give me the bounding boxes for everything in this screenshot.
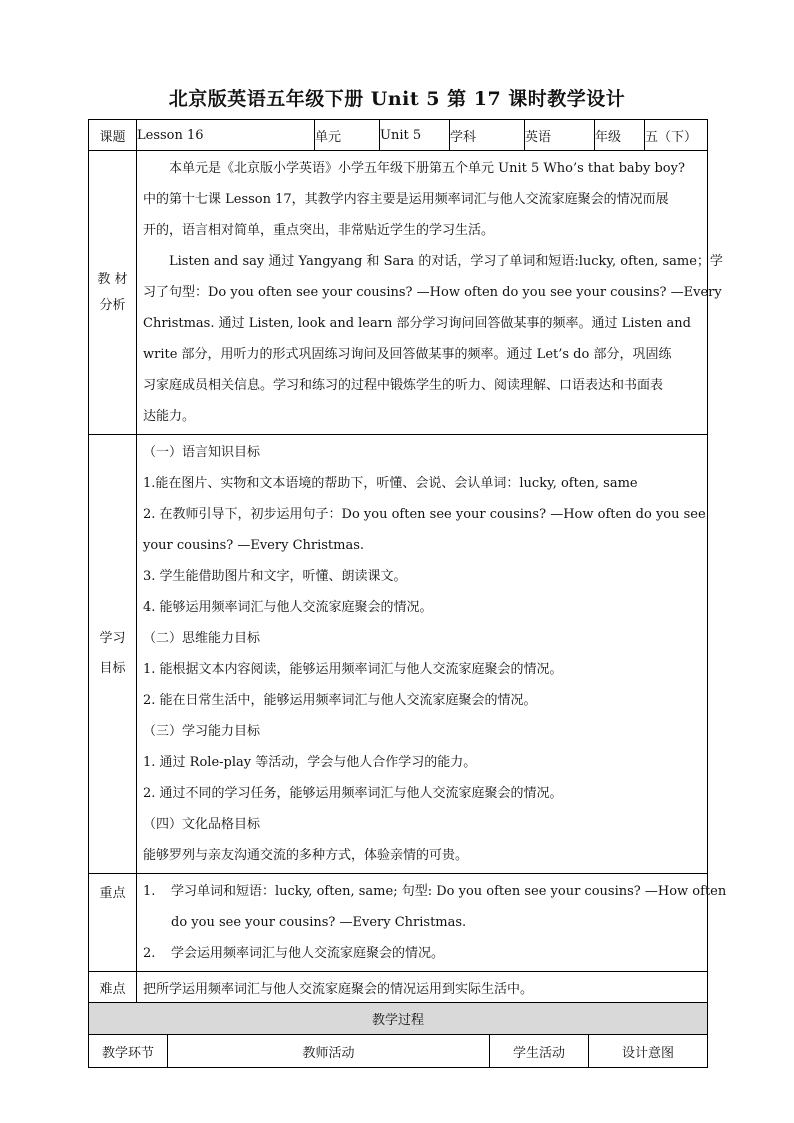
key-point-number: 1. <box>143 884 156 899</box>
process-columns-row <box>89 1035 708 1068</box>
objective-heading: （二）思维能力目标 <box>143 631 261 646</box>
difficulties-row <box>89 972 708 1003</box>
col-stage: 教学环节 <box>89 1035 168 1068</box>
process-heading: 教学过程 <box>89 1003 708 1035</box>
analysis-row <box>89 151 708 435</box>
objective-item: 4. 能够运用频率词汇与他人交流家庭聚会的情况。 <box>143 600 433 615</box>
unit-value: Unit 5 <box>380 120 450 151</box>
key-point-number: 2. <box>143 946 156 961</box>
analysis-line: 达能力。 <box>143 409 196 424</box>
subject-label: 学科 <box>450 120 525 151</box>
analysis-line: Listen and say 通过 Yangyang 和 Sara 的对话，学习了单词和短语:lucky, often, same；学 <box>169 254 723 269</box>
objective-item: 2. 能在日常生活中，能够运用频率词汇与他人交流家庭聚会的情况。 <box>143 693 537 708</box>
analysis-line: 习家庭成员相关信息。学习和练习的过程中锻炼学生的听力、阅读理解、口语表达和书面表 <box>143 378 664 393</box>
analysis-line: 中的第十七课 Lesson 17，其教学内容主要是运用频率词汇与他人交流家庭聚会的情况而展 <box>143 192 669 207</box>
grade-value: 五（下） <box>645 120 708 151</box>
header-row <box>89 120 708 151</box>
lesson-label: 课题 <box>89 120 137 151</box>
objectives-label <box>89 435 137 874</box>
key-point-continuation: do you see your cousins? —Every Christmas. <box>171 915 467 930</box>
process-heading-row <box>89 1003 708 1035</box>
col-teacher: 教师活动 <box>168 1035 490 1068</box>
grade-label: 年级 <box>595 120 645 151</box>
objective-heading: （三）学习能力目标 <box>143 724 261 739</box>
lesson-value: Lesson 16 <box>137 120 315 151</box>
key-points-label: 重点 <box>89 874 137 972</box>
key-point-text: 学会运用频率词汇与他人交流家庭聚会的情况。 <box>171 946 445 961</box>
objective-heading: （一）语言知识目标 <box>143 445 261 460</box>
difficulties-text: 把所学运用频率词汇与他人交流家庭聚会的情况运用到实际生活中。 <box>137 972 708 1003</box>
analysis-line: 开的，语言相对简单，重点突出，非常贴近学生的学习生活。 <box>143 223 495 238</box>
objective-item: your cousins? —Every Christmas. <box>143 538 365 553</box>
objective-item: 3. 学生能借助图片和文字，听懂、朗读课文。 <box>143 569 407 584</box>
objectives-label-line2: 目标 <box>99 661 126 676</box>
process-columns-table <box>88 1034 708 1068</box>
objectives-row <box>89 435 708 874</box>
page-title: 北京版英语五年级下册 Unit 5 第 17 课时教学设计 <box>168 88 626 110</box>
objectives-label-line1: 学习 <box>99 631 126 646</box>
analysis-line: write 部分，用听力的形式巩固练习询问及回答做某事的频率。通过 Let’s do 部分，巩固练 <box>143 347 672 362</box>
col-student: 学生活动 <box>490 1035 589 1068</box>
key-point-item <box>143 876 727 907</box>
analysis-label-line1: 教 材 <box>97 271 128 287</box>
objective-item: 1. 能根据文本内容阅读，能够运用频率词汇与他人交流家庭聚会的情况。 <box>143 662 563 677</box>
key-point-item <box>143 938 701 969</box>
objective-item: 2. 通过不同的学习任务，能够运用频率词汇与他人交流家庭聚会的情况。 <box>143 786 563 801</box>
analysis-line: Christmas. 通过 Listen, look and learn 部分学习询问回答做某事的频率。通过 Listen and <box>143 316 691 331</box>
lesson-plan-table <box>88 119 727 1035</box>
key-points-content <box>137 874 727 972</box>
difficulties-label: 难点 <box>89 972 137 1003</box>
analysis-line: 本单元是《北京版小学英语》小学五年级下册第五个单元 Unit 5 Who’s that baby boy? <box>169 161 685 176</box>
analysis-label <box>89 151 137 435</box>
objectives-content <box>137 435 708 874</box>
analysis-line: 习了句型：Do you often see your cousins? —How often do you see your cousins? —Every <box>143 285 722 300</box>
analysis-label-line2: 分析 <box>99 297 126 313</box>
unit-label: 单元 <box>315 120 380 151</box>
subject-value: 英语 <box>525 120 595 151</box>
objective-heading: （四）文化品格目标 <box>143 817 261 832</box>
key-points-row <box>89 874 708 972</box>
objective-item: 能够罗列与亲友沟通交流的多种方式，体验亲情的可贵。 <box>143 848 469 863</box>
col-intent: 设计意图 <box>589 1035 708 1068</box>
objective-item: 1.能在图片、实物和文本语境的帮助下，听懂、会说、会认单词：lucky, often, same <box>143 476 638 491</box>
objective-item: 1. 通过 Role-play 等活动，学会与他人合作学习的能力。 <box>143 755 477 770</box>
analysis-content <box>137 151 723 435</box>
objective-item: 2. 在教师引导下，初步运用句子：Do you often see your cousins? —How often do you see <box>143 507 706 522</box>
key-point-text: 学习单词和短语：lucky, often, same; 句型: Do you often see your cousins? —How often <box>171 884 727 899</box>
